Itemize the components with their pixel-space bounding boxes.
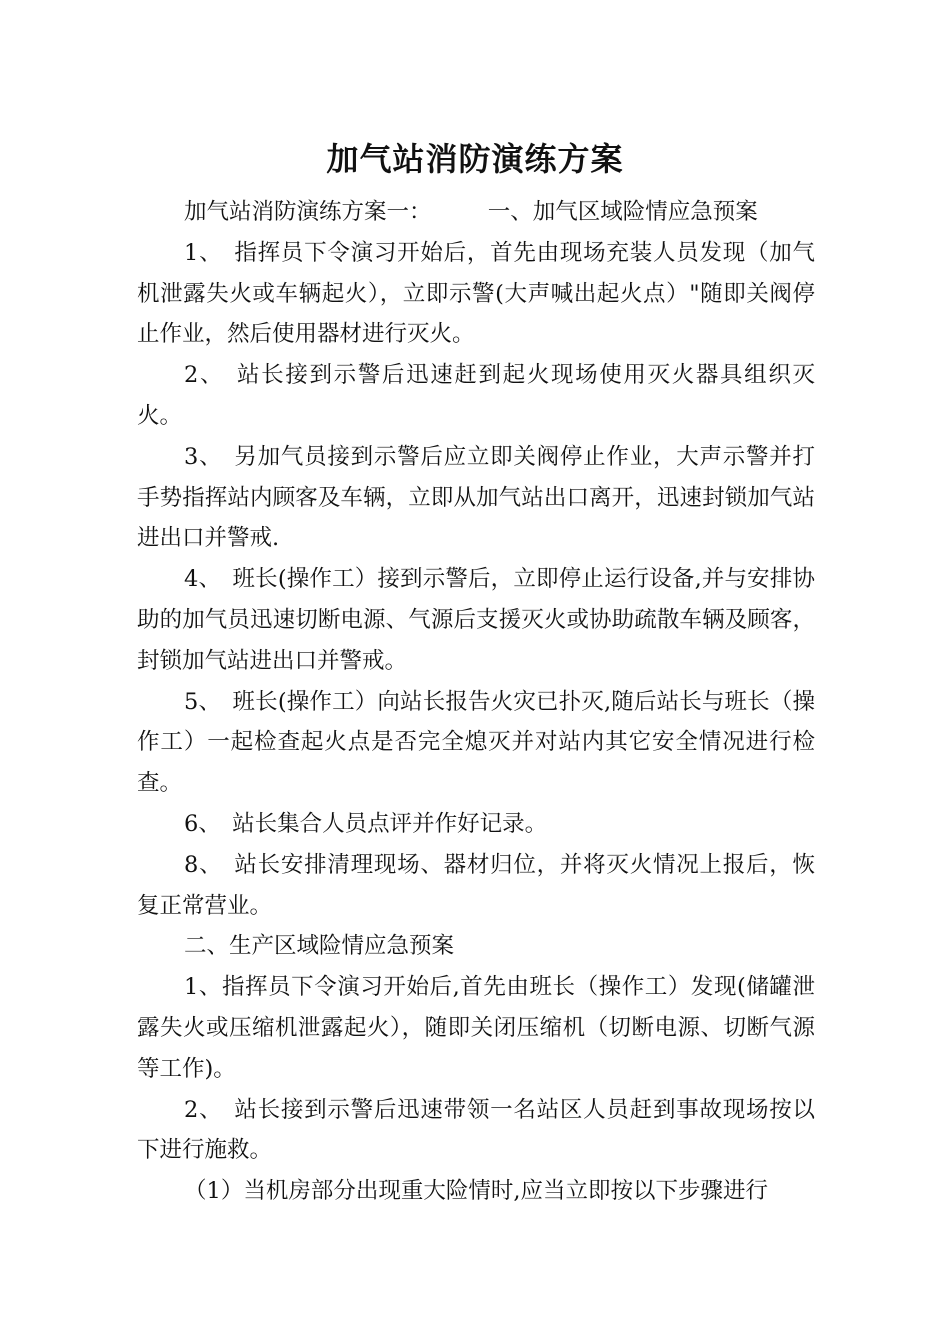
paragraph-production-substep-1: （1）当机房部分出现重大险情时,应当立即按以下步骤进行 bbox=[184, 1178, 768, 1205]
paragraph-step-4: 4、 班长(操作工）接到示警后，立即停止运行设备,并与安排协助的加气员迅速切断电源、气源后支援灭火或协助疏散车辆及顾客，封锁加气站进出口并警戒。 bbox=[137, 566, 815, 674]
document-body bbox=[137, 192, 815, 1212]
paragraph-step-5: 5、 班长(操作工）向站长报告火灾已扑灭,随后站长与班长（操作工）一起检查起火点是否完全熄灭并对站内其它安全情况进行检查。 bbox=[137, 688, 815, 797]
paragraph-step-6: 6、 站长集合人员点评并作好记录。 bbox=[184, 810, 548, 837]
document-title: 加气站消防演练方案 bbox=[326, 140, 624, 179]
section-heading-production-area: 二、生产区域险情应急预案 bbox=[184, 933, 455, 960]
paragraph-step-2: 2、 站长接到示警后迅速赶到起火现场使用灭火器具组织灭火。 bbox=[137, 362, 815, 429]
paragraph-step-1: 1、 指挥员下令演习开始后，首先由现场充装人员发现（加气机泄露失火或车辆起火），立即示警(大声喊出起火点）"随即关阀停止作业，然后使用器材进行灭火。 bbox=[137, 239, 815, 348]
paragraph-production-step-2: 2、 站长接到示警后迅速带领一名站区人员赶到事故现场按以下进行施救。 bbox=[137, 1096, 815, 1164]
paragraph-step-8: 8、 站长安排清理现场、器材归位，并将灭火情况上报后，恢复正常营业。 bbox=[137, 851, 815, 919]
paragraph-step-3: 3、 另加气员接到示警后应立即关阀停止作业，大声示警并打手势指挥站内顾客及车辆，立即从加气站出口离开，迅速封锁加气站进出口并警戒. bbox=[137, 443, 815, 552]
paragraph-production-step-1: 1、指挥员下令演习开始后,首先由班长（操作工）发现(储罐泄露失火或压缩机泄露起火），随即关闭压缩机（切断电源、切断气源等工作)。 bbox=[137, 974, 815, 1082]
paragraph-intro: 加气站消防演练方案一： 一、加气区域险情应急预案 bbox=[184, 199, 758, 225]
